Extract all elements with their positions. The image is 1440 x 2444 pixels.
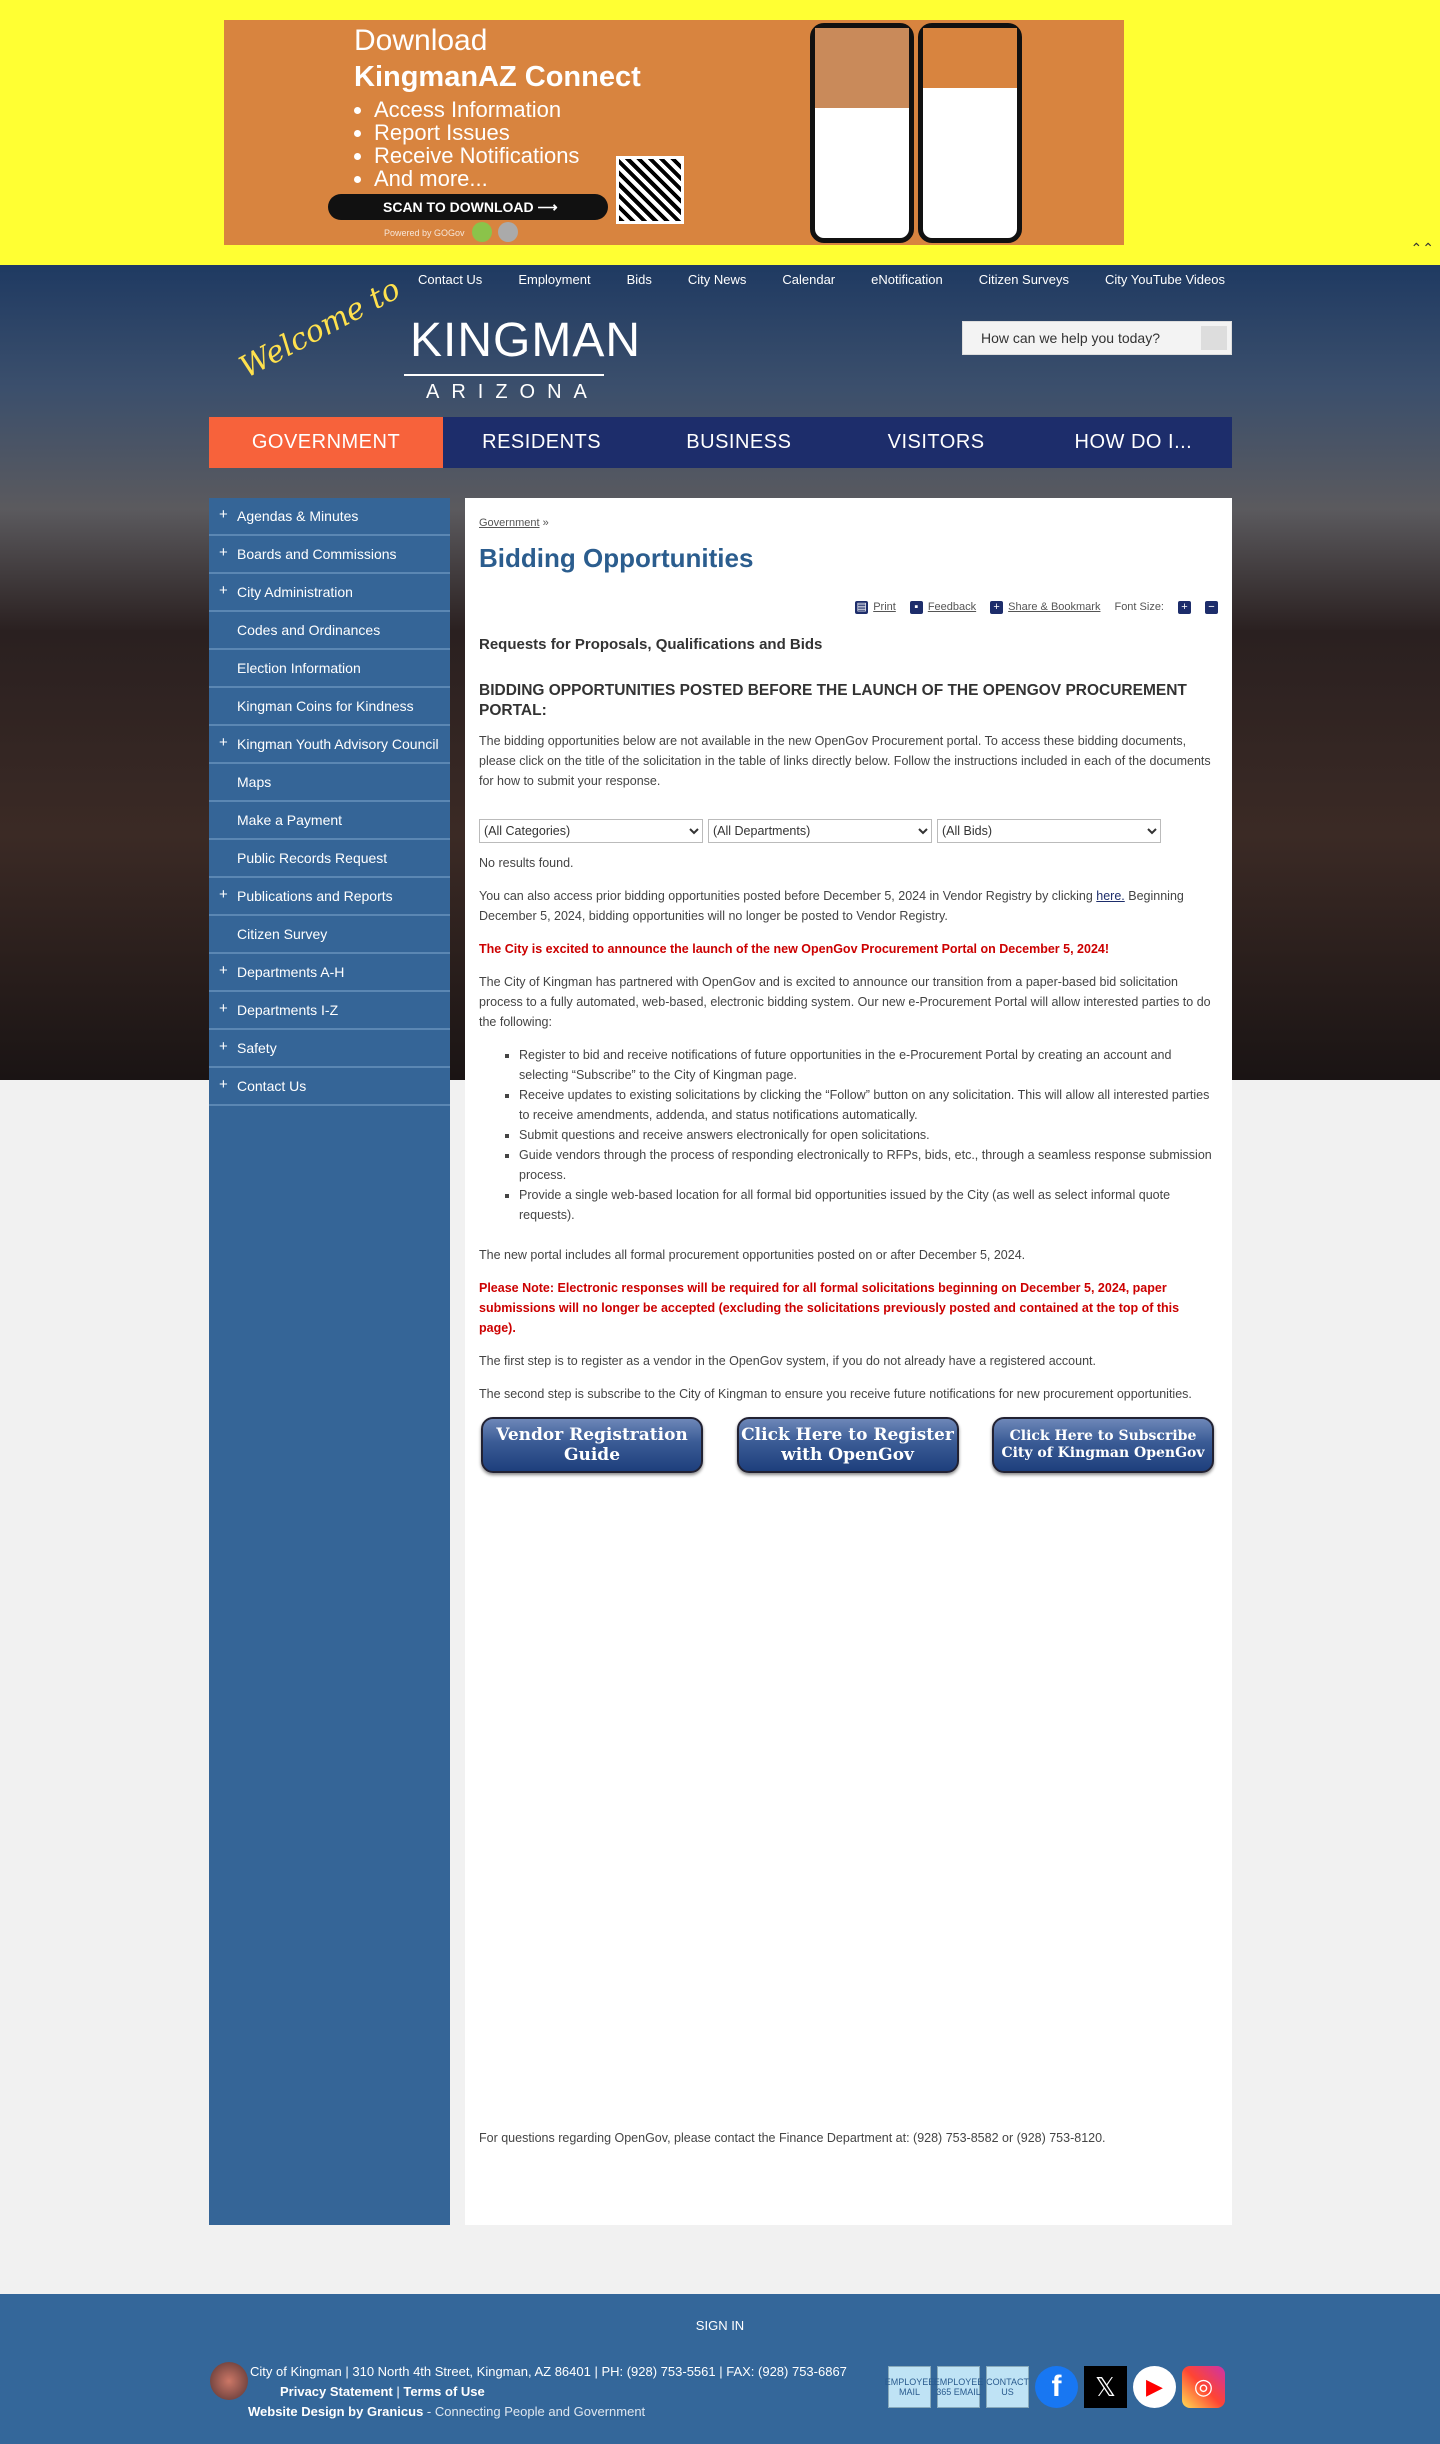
list-item: ▪ Register to bid and receive notifications of future opportunities in the e-Procurement Portal by creating an account and selecting “Subscribe” to the City of Kingman page. bbox=[519, 1045, 1218, 1085]
sidebar-item-departments-i-z[interactable] bbox=[209, 992, 450, 1030]
sidebar-item-boards-and-commissions[interactable] bbox=[209, 536, 450, 574]
sidebar-item-label: Departments I-Z bbox=[237, 1002, 339, 1018]
sign-in-link[interactable]: SIGN IN bbox=[695, 2318, 745, 2333]
scan-to-download-label: SCAN TO DOWNLOAD ⟶ bbox=[328, 194, 608, 220]
nav-visitors[interactable]: VISITORS bbox=[887, 431, 985, 453]
prior-text-a: You can also access prior bidding opportunities posted before December 5, 2024 in Vendor Registry by clicking bbox=[479, 889, 1097, 903]
sidebar-item-public-records-request[interactable] bbox=[209, 840, 450, 878]
breadcrumb-separator: » bbox=[539, 517, 549, 529]
logo-welcome: Welcome to bbox=[233, 271, 407, 386]
sidebar bbox=[209, 498, 450, 2225]
list-item: ▪ Receive updates to existing solicitations by clicking the “Follow” button on any solicitation. This will allow all interested parties to receive amendments, addenda, and status notifications automatically. bbox=[519, 1085, 1218, 1125]
terms-link[interactable]: Terms of Use bbox=[403, 2384, 485, 2399]
expand-plus-icon[interactable]: + bbox=[219, 1000, 228, 1017]
sidebar-item-label: Contact Us bbox=[237, 1078, 307, 1094]
sidebar-item-agendas-minutes[interactable] bbox=[209, 498, 450, 536]
list-item: ▪ Submit questions and receive answers electronically for open solicitations. bbox=[519, 1125, 1218, 1145]
android-icon bbox=[472, 222, 492, 242]
print-button[interactable] bbox=[855, 597, 896, 617]
sidebar-item-departments-a-h[interactable] bbox=[209, 954, 450, 992]
page-tools bbox=[855, 597, 1218, 617]
employee-365-email-icon[interactable]: EMPLOYEE 365 EMAIL bbox=[937, 2366, 980, 2408]
footer-address: City of Kingman | 310 North 4th Street, Kingman, AZ 86401 | PH: (928) 753-5561 | FAX: (928) 753-6867 bbox=[250, 2364, 847, 2379]
toplink-calendar[interactable]: Calendar bbox=[782, 272, 836, 287]
nav-government[interactable]: GOVERNMENT bbox=[209, 417, 443, 468]
phone-mockup bbox=[918, 23, 1022, 243]
app-download-banner bbox=[0, 0, 1440, 265]
search-button[interactable] bbox=[1201, 326, 1227, 350]
ad-line1: Download bbox=[354, 24, 488, 57]
footer bbox=[0, 2294, 1440, 2444]
please-note: Please Note: Electronic responses will be required for all formal solicitations beginning on December 5, 2024, paper submissions will no longer be accepted (excluding the solicitations previously posted and contained at the top of this page). bbox=[479, 1281, 1180, 1335]
no-results: No results found. bbox=[479, 856, 574, 870]
youtube-icon[interactable]: ▶ bbox=[1133, 2366, 1176, 2408]
department-select[interactable] bbox=[708, 819, 932, 843]
granicus-link[interactable]: Website Design by Granicus bbox=[248, 2404, 424, 2419]
toplink-citizen-surveys[interactable]: Citizen Surveys bbox=[978, 272, 1069, 287]
sidebar-item-label: Make a Payment bbox=[237, 812, 343, 828]
sidebar-item-label: Kingman Coins for Kindness bbox=[237, 698, 414, 714]
toplink-bids[interactable]: Bids bbox=[626, 272, 652, 287]
search-input[interactable] bbox=[962, 321, 1232, 355]
sidebar-item-make-a-payment[interactable] bbox=[209, 802, 450, 840]
qr-code bbox=[616, 156, 684, 224]
sidebar-item-codes-and-ordinances[interactable] bbox=[209, 612, 450, 650]
prior-text bbox=[479, 886, 1218, 926]
category-select[interactable] bbox=[479, 819, 703, 843]
printer-icon: ▤ bbox=[856, 600, 867, 613]
sidebar-item-label: Kingman Youth Advisory Council bbox=[237, 736, 439, 752]
ad-bullet: • Access Information bbox=[374, 98, 579, 121]
city-seal bbox=[210, 2362, 248, 2400]
sidebar-item-kingman-coins-for-kindness[interactable] bbox=[209, 688, 450, 726]
bids-select[interactable] bbox=[937, 819, 1161, 843]
sidebar-item-label: Publications and Reports bbox=[237, 888, 393, 904]
vendor-registration-guide-button[interactable]: Vendor Registration Guide bbox=[481, 1417, 703, 1473]
intro-text: The bidding opportunities below are not available in the new OpenGov Procurement portal. To access these bidding documents, please click on the title of the solicitation in the table of links directly below. Follow the instructions included in each of the documents for how to submit your response. bbox=[479, 734, 1211, 788]
plus-icon: + bbox=[990, 601, 1003, 614]
font-increase-button[interactable]: + bbox=[1178, 601, 1191, 614]
sidebar-item-city-administration[interactable] bbox=[209, 574, 450, 612]
features-list bbox=[519, 1045, 1218, 1225]
page-title: Bidding Opportunities bbox=[479, 543, 754, 573]
share-label: Share & Bookmark bbox=[1008, 601, 1101, 613]
ad-line2: KingmanAZ Connect bbox=[354, 61, 641, 93]
expand-plus-icon[interactable]: + bbox=[219, 506, 228, 523]
ad-bullet: • Receive Notifications bbox=[374, 144, 579, 167]
logo-state: ARIZONA bbox=[426, 381, 599, 403]
toplink-enotification[interactable]: eNotification bbox=[871, 272, 943, 287]
font-decrease-button[interactable]: − bbox=[1205, 601, 1218, 614]
expand-plus-icon[interactable]: + bbox=[219, 962, 228, 979]
font-size-label: Font Size: bbox=[1114, 601, 1164, 613]
print-label: Print bbox=[873, 601, 896, 613]
phone-mockup bbox=[810, 23, 914, 243]
sidebar-item-citizen-survey[interactable] bbox=[209, 916, 450, 954]
top-links bbox=[418, 272, 1225, 287]
sidebar-item-election-information[interactable] bbox=[209, 650, 450, 688]
announcement: The City is excited to announce the launch of the new OpenGov Procurement Portal on December 5, 2024! bbox=[479, 942, 1110, 956]
x-twitter-icon[interactable]: 𝕏 bbox=[1084, 2366, 1127, 2408]
sidebar-item-label: Citizen Survey bbox=[237, 926, 328, 942]
apple-icon bbox=[498, 222, 518, 242]
employee-mail-icon[interactable]: EMPLOYEE MAIL bbox=[888, 2366, 931, 2408]
sidebar-item-label: City Administration bbox=[237, 584, 353, 600]
partner-text: The City of Kingman has partnered with OpenGov and is excited to announce our transition from a paper-based bid solicitation process to a fully automated, web-based, electronic bidding system. Our new e-Procurement Portal will allow interested parties to do the following: bbox=[479, 975, 1211, 1029]
list-item: ▪ Guide vendors through the process of responding electronically to RFPs, bids, etc., through a seamless response submission process. bbox=[519, 1145, 1218, 1185]
toplink-employment[interactable]: Employment bbox=[518, 272, 591, 287]
facebook-icon[interactable]: f bbox=[1035, 2366, 1078, 2408]
sidebar-item-label: Agendas & Minutes bbox=[237, 508, 359, 524]
sidebar-item-kingman-youth-advisory-council[interactable] bbox=[209, 726, 450, 764]
toplink-city-news[interactable]: City News bbox=[687, 272, 747, 287]
footer-tagline: - Connecting People and Government bbox=[423, 2404, 646, 2419]
sidebar-item-label: Maps bbox=[237, 774, 272, 790]
sidebar-item-maps[interactable] bbox=[209, 764, 450, 802]
sidebar-item-publications-and-reports[interactable] bbox=[209, 878, 450, 916]
footer-info bbox=[250, 2362, 847, 2422]
logo-name: KINGMAN bbox=[410, 314, 642, 367]
contact-us-icon[interactable]: CONTACT US bbox=[986, 2366, 1029, 2408]
sidebar-item-label: Boards and Commissions bbox=[237, 546, 397, 562]
breadcrumb bbox=[479, 513, 549, 533]
feedback-label: Feedback bbox=[927, 601, 977, 613]
footer-sep: | bbox=[392, 2384, 404, 2399]
step2-text: The second step is subscribe to the City of Kingman to ensure you receive future notifications for new procurement opportunities. bbox=[479, 1387, 1192, 1401]
collapse-banner-icon[interactable]: ⌃⌃ bbox=[1410, 240, 1434, 256]
toplink-youtube[interactable]: City YouTube Videos bbox=[1105, 272, 1225, 287]
action-buttons bbox=[479, 1417, 1218, 1473]
search-placeholder: How can we help you today? bbox=[981, 330, 1160, 346]
speech-bubble-icon: ▪ bbox=[910, 601, 923, 614]
social-links bbox=[884, 2366, 1225, 2408]
sidebar-item-safety[interactable] bbox=[209, 1030, 450, 1068]
main-nav bbox=[209, 417, 1232, 468]
list-item: ▪ Provide a single web-based location for all formal bid opportunities issued by the City (as well as select informal quote requests). bbox=[519, 1185, 1218, 1225]
subscribe-opengov-button[interactable]: Click Here to Subscribe City of Kingman OpenGov bbox=[992, 1417, 1214, 1473]
sidebar-item-label: Public Records Request bbox=[237, 850, 388, 866]
register-opengov-button[interactable]: Click Here to Register with OpenGov bbox=[737, 1417, 959, 1473]
sidebar-item-label: Codes and Ordinances bbox=[237, 622, 381, 638]
powered-by: Powered by GOGov bbox=[384, 228, 465, 238]
logo-divider bbox=[404, 374, 604, 376]
sidebar-item-contact-us[interactable] bbox=[209, 1068, 450, 1106]
section-heading: BIDDING OPPORTUNITIES POSTED BEFORE THE LAUNCH OF THE OPENGOV PROCUREMENT PORTAL: bbox=[479, 682, 1187, 719]
subtitle: Requests for Proposals, Qualifications and Bids bbox=[479, 636, 823, 653]
ad-bullet: • And more... bbox=[374, 167, 579, 190]
sidebar-item-label: Departments A-H bbox=[237, 964, 345, 980]
sidebar-item-label: Election Information bbox=[237, 660, 361, 676]
toplink-contact-us[interactable]: Contact Us bbox=[418, 272, 483, 287]
prior-text-b: Beginning December 5, 2024, bidding opportunities will no longer be posted to Vendor Registry. bbox=[479, 889, 1184, 923]
expand-plus-icon[interactable]: + bbox=[219, 734, 228, 751]
privacy-link[interactable]: Privacy Statement bbox=[280, 2384, 393, 2399]
kingmanaz-connect-ad[interactable] bbox=[224, 20, 1124, 245]
nav-business[interactable]: BUSINESS bbox=[686, 431, 792, 453]
filters bbox=[479, 819, 1218, 843]
vendor-registry-link[interactable]: here. bbox=[1096, 889, 1125, 903]
ad-bullets bbox=[374, 98, 579, 190]
expand-plus-icon[interactable]: + bbox=[219, 1076, 228, 1093]
feedback-button[interactable] bbox=[910, 597, 976, 617]
step1-text: The first step is to register as a vendor in the OpenGov system, if you do not already have a registered account. bbox=[479, 1354, 1096, 1368]
ad-bullet: • Report Issues bbox=[374, 121, 579, 144]
nav-residents[interactable]: RESIDENTS bbox=[482, 431, 602, 453]
questions-text: For questions regarding OpenGov, please contact the Finance Department at: (928) 753-8582 or (928) 753-8120. bbox=[479, 2131, 1106, 2145]
new-portal-text: The new portal includes all formal procurement opportunities posted on or after December 5, 2024. bbox=[479, 1248, 1026, 1262]
nav-how-do-i[interactable]: HOW DO I... bbox=[1074, 431, 1193, 453]
expand-plus-icon[interactable]: + bbox=[219, 1038, 228, 1055]
instagram-icon[interactable]: ◎ bbox=[1182, 2366, 1225, 2408]
expand-plus-icon[interactable]: + bbox=[219, 886, 228, 903]
expand-plus-icon[interactable]: + bbox=[219, 544, 228, 561]
main-content bbox=[465, 498, 1232, 2225]
sidebar-item-label: Safety bbox=[237, 1040, 277, 1056]
expand-plus-icon[interactable]: + bbox=[219, 582, 228, 599]
share-bookmark-button[interactable] bbox=[990, 597, 1100, 617]
breadcrumb-government[interactable]: Government bbox=[479, 517, 540, 529]
